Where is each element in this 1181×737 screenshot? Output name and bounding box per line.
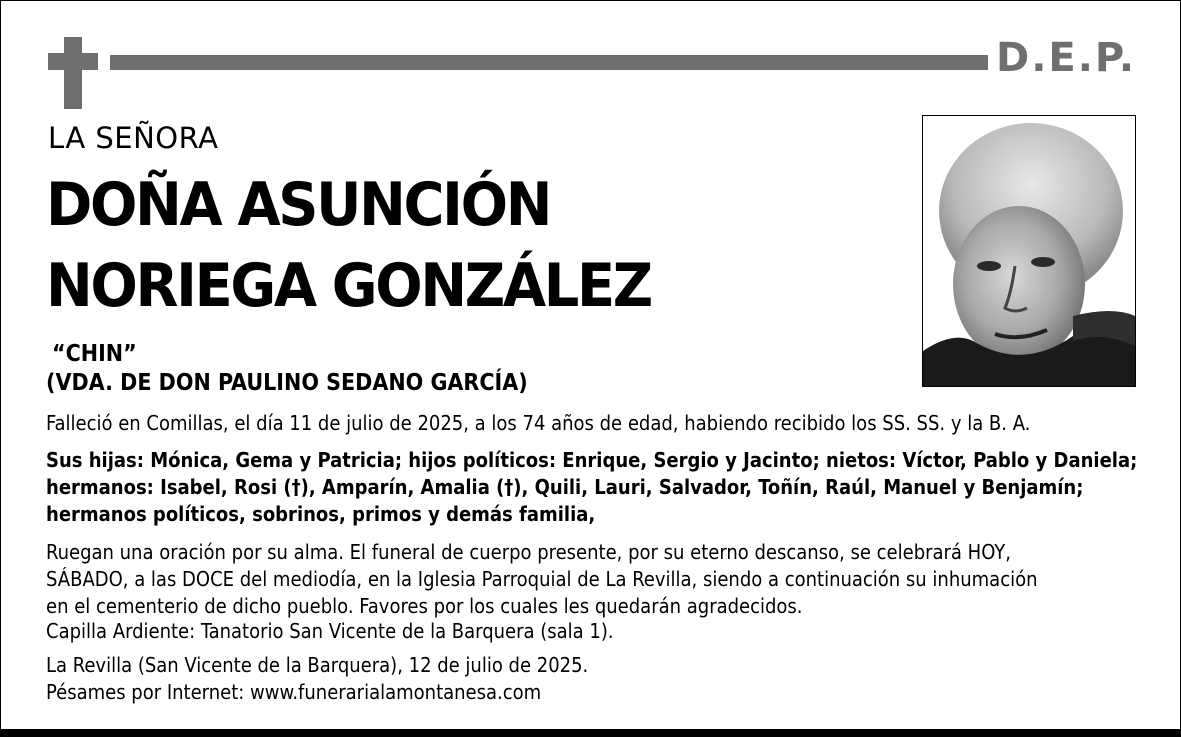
funeral-line: en el cementerio de dicho pueblo. Favores por los cuales les quedarán agradecidos.	[46, 594, 803, 618]
family-line: hermanos: Isabel, Rosi (†), Amparín, Amalia (†), Quili, Lauri, Salvador, Toñín, Raúl, Manuel y Benjamín;	[46, 475, 1084, 499]
dep-label: D.E.P.	[996, 35, 1137, 81]
widow-line: (VDA. DE DON PAULINO SEDANO GARCÍA)	[46, 370, 528, 396]
header-rule	[110, 55, 988, 70]
deceased-name-line2: NORIEGA GONZÁLEZ	[46, 251, 651, 321]
funeral-line: SÁBADO, a las DOCE del mediodía, en la Iglesia Parroquial de La Revilla, siendo a continuación su inhumación	[46, 567, 1038, 591]
chapel-line: Capilla Ardiente: Tanatorio San Vicente de la Barquera (sala 1).	[46, 619, 614, 643]
family-line: hermanos políticos, sobrinos, primos y demás familia,	[46, 502, 596, 526]
nickname: “CHIN”	[52, 341, 137, 367]
bottom-rule	[0, 729, 1181, 737]
death-notice: Falleció en Comillas, el día 11 de julio de 2025, a los 74 años de edad, habiendo recibido los SS. SS. y la B. A.	[46, 411, 1031, 435]
family-line: Sus hijas: Mónica, Gema y Patricia; hijos políticos: Enrique, Sergio y Jacinto; nietos: Víctor, Pablo y Daniela;	[46, 448, 1138, 472]
funeral-line: Ruegan una oración por su alma. El funeral de cuerpo presente, por su eterno descanso, se celebrará HOY,	[46, 540, 1011, 564]
cross-icon	[48, 37, 98, 109]
portrait-photo	[922, 115, 1136, 387]
place-date: La Revilla (San Vicente de la Barquera), 12 de julio de 2025.	[46, 653, 589, 677]
title-prefix: LA SEÑORA	[48, 121, 219, 155]
condolences-line: Pésames por Internet: www.funerarialamontanesa.com	[46, 680, 542, 704]
family-list	[46, 447, 1137, 528]
funeral-details	[46, 539, 1038, 620]
deceased-name-line1: DOÑA ASUNCIÓN	[46, 170, 551, 240]
